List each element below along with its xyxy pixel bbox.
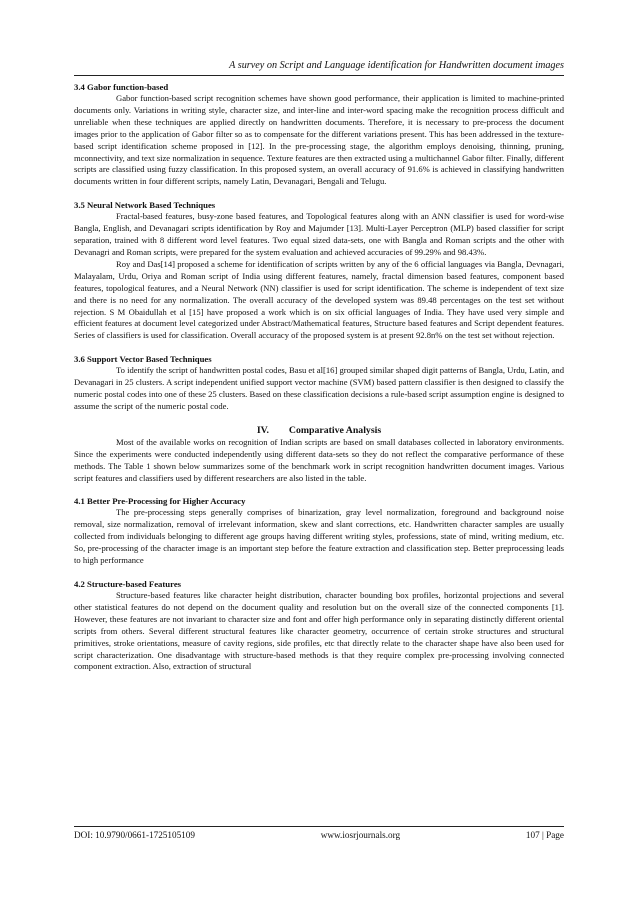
section-title-3-5: 3.5 Neural Network Based Techniques xyxy=(74,200,216,211)
paragraph: Structure-based features like character height distribution, character bounding box profiles, horizontal projections and several other statistical features do not depend on the document quality and resolution but on the overall size of the connected components [1]. However, these features are not invariant to character size and font and offer high performance only in separating distinctly different oriental scripts from others. Several different structural features like character geometry, occurrence of certain stroke structures and structural primitives, stroke orientations, measure of cavity regions, side profiles, etc that directly relate to the character shape have also been used for script characterization. One disadvantage with structure-based methods is that they require complex pre-processing involving connected component extraction. Also, extraction of structural xyxy=(74,590,564,672)
chapter-heading xyxy=(74,424,564,437)
footer-rule xyxy=(74,826,564,827)
paragraph: Roy and Das[14] proposed a scheme for identification of scripts written by any of the 6 official languages via Bangla, Devnagari, Malayalam, Urdu, Oriya and Roman script of India using different features, namely, fractal dimension based features, component based features, topological features, and a Neural Network (NN) classifier is used for script identification. The scheme is independent of text size and there is no need for any normalization. The overall accuracy of the developed system was 89.48 percentages on the test set without rejection. S M Obaidullah et al [15] have proposed a work which is on six official languages of India. They have used very simple and efficient features at document level categorized under Abstract/Mathematical features, Structure based features and Script dependent features. Series of classifiers is used for classification. Overall accuracy of the proposed system is at present 92.8n% on the test set without rejection. xyxy=(74,258,564,341)
section-title-3-4: 3.4 Gabor function-based xyxy=(74,82,169,92)
paragraph: Fractal-based features, busy-zone based features, and Topological features along with an ANN classifier is used for word-wise Bangla, English, and Devanagari scripts identification by Roy and Majumder [13]. Multi-Layer Perceptron (MLP) based classifier for script separation, trained with 8 different word level features. Two equal sized data-sets, one with Bangla and Roman scripts and the other with Devanagri and Roman scripts, were prepared for the system evaluation and achieved accuracies of 99.29% and 98.43%. xyxy=(74,211,564,257)
footer-site: www.iosrjournals.org xyxy=(320,830,401,840)
paragraph: To identify the script of handwritten postal codes, Basu et al[16] grouped similar shaped digit patterns of Bangla, Urdu, Latin, and Devanagari in 25 clusters. A script independent unified support vector machine (SVM) based pattern classifier is then designed to classify the numeric postal codes into one of these 25 clusters. Based on these classification decisions a rule-based script assumption engine is designed to assume the script of the numeric postal code. xyxy=(74,365,564,411)
section-title-4-2: 4.2 Structure-based Features xyxy=(74,579,182,589)
page-content xyxy=(74,81,564,673)
section-title-4-1: 4.1 Better Pre-Processing for Higher Accuracy xyxy=(74,496,246,507)
paragraph: The pre-processing steps generally comprises of binarization, gray level normalization, foreground and background noise removal, size normalization, removal of irrelevant information, skew and slant corrections, etc. Handwritten character samples are usually collected from individuals belonging to different age groups having different writing styles, professions, state of mind, writing medium, etc. So, pre-processing of the character image is an important step before the feature extraction and classification step. Better preprocessing leads to high performance xyxy=(74,507,564,566)
chapter-title: Comparative Analysis xyxy=(288,424,382,436)
paragraph: Gabor function-based script recognition schemes have shown good performance, their application is limited to machine-printed documents only. Variations in writing style, character size, and inter-line and inter-word spacing make the recognition process difficult and unreliable when these techniques are applied directly on handwritten documents. Therefore, it is necessary to pre-process the document images prior to the application of Gabor filter so as to compensate for the different variations present. This has been addressed in the texture-based script identification scheme proposed in [12]. In the pre-processing stage, the algorithm employs denoising, thinning, pruning, mconnectivity, and text size normalization in sequence. Texture features are then extracted using a multichannel Gabor filter. Finally, different scripts are classified using fuzzy classification. In this proposed system, an overall accuracy of 91.6% is achieved in classifying handwritten documents written in four different scripts, namely Latin, Devanagari, Bengali and Telugu. xyxy=(74,93,564,187)
page-footer xyxy=(74,830,564,840)
footer-doi: DOI: 10.9790/0661-1725105109 xyxy=(74,830,195,840)
paragraph: Most of the available works on recognition of Indian scripts are based on small databases collected in laboratory environments. Since the experiments were conducted independently using different data-sets so they do not reflect the comparative performance of these methods. The Table 1 shown below summarizes some of the benchmark work in script recognition handwritten document images. Various script features and classifiers used by different researchers are also listed in the table. xyxy=(74,436,564,483)
running-title: A survey on Script and Language identification for Handwritten document images xyxy=(229,60,564,71)
section-title-3-6: 3.6 Support Vector Based Techniques xyxy=(74,354,212,365)
header-rule xyxy=(74,75,564,76)
chapter-number: IV. xyxy=(256,424,269,436)
footer-page-number: 107 | Page xyxy=(525,830,564,840)
